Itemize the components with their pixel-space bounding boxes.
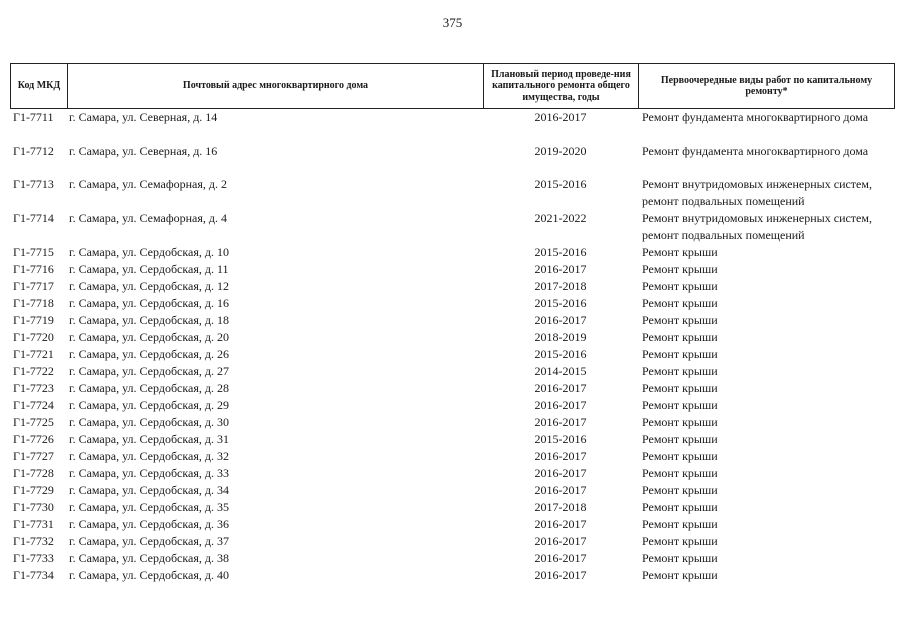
cell-period: 2016-2017 <box>534 262 587 276</box>
cell-work: Ремонт крыши <box>642 313 718 327</box>
cell-period: 2016-2017 <box>534 449 587 463</box>
table-row <box>10 143 895 176</box>
cell-period: 2016-2017 <box>534 483 587 497</box>
header-address: Почтовый адрес многоквартирного дома <box>68 64 484 108</box>
table-row <box>10 550 895 567</box>
cell-code: Г1-7720 <box>13 330 54 344</box>
cell-address: г. Самара, ул. Сердобская, д. 29 <box>69 398 229 412</box>
table-row <box>10 533 895 550</box>
table-row <box>10 176 895 210</box>
table-row <box>10 278 895 295</box>
cell-period: 2017-2018 <box>534 279 587 293</box>
cell-work: Ремонт внутридомовых инженерных систем, ремонт подвальных помещений <box>642 177 872 208</box>
cell-period: 2021-2022 <box>534 211 587 225</box>
cell-code: Г1-7724 <box>13 398 54 412</box>
cell-code: Г1-7715 <box>13 245 54 259</box>
cell-work: Ремонт крыши <box>642 296 718 310</box>
cell-period: 2015-2016 <box>534 245 587 259</box>
cell-address: г. Самара, ул. Сердобская, д. 11 <box>69 262 229 276</box>
cell-code: Г1-7711 <box>13 110 54 124</box>
cell-code: Г1-7733 <box>13 551 54 565</box>
cell-address: г. Самара, ул. Сердобская, д. 26 <box>69 347 229 361</box>
table-row <box>10 244 895 261</box>
cell-address: г. Самара, ул. Семафорная, д. 4 <box>69 211 227 225</box>
table-row <box>10 261 895 278</box>
cell-code: Г1-7717 <box>13 279 54 293</box>
cell-work: Ремонт крыши <box>642 364 718 378</box>
cell-period: 2015-2016 <box>534 177 587 191</box>
cell-address: г. Самара, ул. Сердобская, д. 40 <box>69 568 229 582</box>
cell-period: 2015-2016 <box>534 432 587 446</box>
cell-work: Ремонт крыши <box>642 449 718 463</box>
cell-period: 2016-2017 <box>534 568 587 582</box>
table-row <box>10 448 895 465</box>
cell-address: г. Самара, ул. Северная, д. 16 <box>69 144 218 158</box>
cell-work: Ремонт крыши <box>642 279 718 293</box>
table-row <box>10 329 895 346</box>
cell-work: Ремонт крыши <box>642 415 718 429</box>
cell-period: 2016-2017 <box>534 313 587 327</box>
cell-period: 2016-2017 <box>534 110 587 124</box>
cell-code: Г1-7714 <box>13 211 54 225</box>
cell-code: Г1-7732 <box>13 534 54 548</box>
cell-work: Ремонт крыши <box>642 517 718 531</box>
cell-address: г. Самара, ул. Сердобская, д. 18 <box>69 313 229 327</box>
cell-code: Г1-7731 <box>13 517 54 531</box>
page-number: 375 <box>442 15 463 30</box>
cell-address: г. Самара, ул. Сердобская, д. 32 <box>69 449 229 463</box>
header-works: Первоочередные виды работ по капитальному ремонту* <box>660 74 873 97</box>
cell-address: г. Самара, ул. Сердобская, д. 16 <box>69 296 229 310</box>
header-period: Плановый период проведе-ния капитального ремонта общего имущества, годы <box>484 64 639 108</box>
cell-address: г. Самара, ул. Сердобская, д. 38 <box>69 551 229 565</box>
table-row <box>10 210 895 244</box>
cell-period: 2016-2017 <box>534 534 587 548</box>
table-row <box>10 482 895 499</box>
cell-address: г. Самара, ул. Сердобская, д. 27 <box>69 364 229 378</box>
table-row <box>10 346 895 363</box>
table-row <box>10 414 895 431</box>
cell-period: 2016-2017 <box>534 517 587 531</box>
cell-address: г. Самара, ул. Сердобская, д. 35 <box>69 500 229 514</box>
cell-address: г. Самара, ул. Сердобская, д. 30 <box>69 415 229 429</box>
cell-code: Г1-7727 <box>13 449 54 463</box>
cell-code: Г1-7729 <box>13 483 54 497</box>
cell-address: г. Самара, ул. Сердобская, д. 31 <box>69 432 229 446</box>
cell-code: Г1-7716 <box>13 262 54 276</box>
cell-address: г. Самара, ул. Сердобская, д. 33 <box>69 466 229 480</box>
cell-work: Ремонт внутридомовых инженерных систем, ремонт подвальных помещений <box>642 211 872 242</box>
table-row <box>10 295 895 312</box>
cell-period: 2016-2017 <box>534 398 587 412</box>
cell-work: Ремонт крыши <box>642 551 718 565</box>
cell-code: Г1-7730 <box>13 500 54 514</box>
cell-work: Ремонт крыши <box>642 500 718 514</box>
table-header <box>10 63 895 109</box>
cell-work: Ремонт крыши <box>642 381 718 395</box>
table-row <box>10 465 895 482</box>
cell-period: 2018-2019 <box>534 330 587 344</box>
cell-period: 2016-2017 <box>534 381 587 395</box>
cell-address: г. Самара, ул. Семафорная, д. 2 <box>69 177 227 191</box>
table-row <box>10 109 895 143</box>
cell-code: Г1-7722 <box>13 364 54 378</box>
cell-work: Ремонт крыши <box>642 245 718 259</box>
cell-period: 2016-2017 <box>534 551 587 565</box>
cell-code: Г1-7728 <box>13 466 54 480</box>
cell-code: Г1-7723 <box>13 381 54 395</box>
cell-address: г. Самара, ул. Сердобская, д. 10 <box>69 245 229 259</box>
cell-code: Г1-7721 <box>13 347 54 361</box>
cell-address: г. Самара, ул. Сердобская, д. 34 <box>69 483 229 497</box>
table-row <box>10 431 895 448</box>
table-row <box>10 397 895 414</box>
cell-code: Г1-7725 <box>13 415 54 429</box>
cell-work: Ремонт крыши <box>642 347 718 361</box>
cell-period: 2017-2018 <box>534 500 587 514</box>
cell-code: Г1-7713 <box>13 177 54 191</box>
cell-period: 2014-2015 <box>534 364 587 378</box>
cell-period: 2015-2016 <box>534 296 587 310</box>
cell-period: 2016-2017 <box>534 415 587 429</box>
table-row <box>10 380 895 397</box>
table-row <box>10 499 895 516</box>
cell-address: г. Самара, ул. Северная, д. 14 <box>69 110 218 124</box>
cell-period: 2016-2017 <box>534 466 587 480</box>
table-row <box>10 567 895 584</box>
cell-work: Ремонт крыши <box>642 466 718 480</box>
cell-work: Ремонт крыши <box>642 398 718 412</box>
cell-code: Г1-7718 <box>13 296 54 310</box>
repair-table <box>10 63 895 584</box>
cell-address: г. Самара, ул. Сердобская, д. 12 <box>69 279 229 293</box>
cell-work: Ремонт крыши <box>642 483 718 497</box>
table-body <box>10 109 895 584</box>
table-row <box>10 312 895 329</box>
cell-code: Г1-7719 <box>13 313 54 327</box>
cell-code: Г1-7712 <box>13 144 54 158</box>
cell-work: Ремонт крыши <box>642 432 718 446</box>
header-code: Код МКД <box>11 64 68 108</box>
cell-address: г. Самара, ул. Сердобская, д. 37 <box>69 534 229 548</box>
cell-address: г. Самара, ул. Сердобская, д. 28 <box>69 381 229 395</box>
cell-work: Ремонт фундамента многоквартирного дома <box>642 110 869 124</box>
table-row <box>10 363 895 380</box>
cell-work: Ремонт крыши <box>642 568 718 582</box>
cell-address: г. Самара, ул. Сердобская, д. 20 <box>69 330 229 344</box>
table-row <box>10 516 895 533</box>
cell-code: Г1-7734 <box>13 568 54 582</box>
cell-address: г. Самара, ул. Сердобская, д. 36 <box>69 517 229 531</box>
cell-work: Ремонт крыши <box>642 534 718 548</box>
cell-work: Ремонт крыши <box>642 330 718 344</box>
cell-period: 2015-2016 <box>534 347 587 361</box>
cell-code: Г1-7726 <box>13 432 54 446</box>
cell-work: Ремонт фундамента многоквартирного дома <box>642 144 869 158</box>
cell-work: Ремонт крыши <box>642 262 718 276</box>
cell-period: 2019-2020 <box>534 144 587 158</box>
